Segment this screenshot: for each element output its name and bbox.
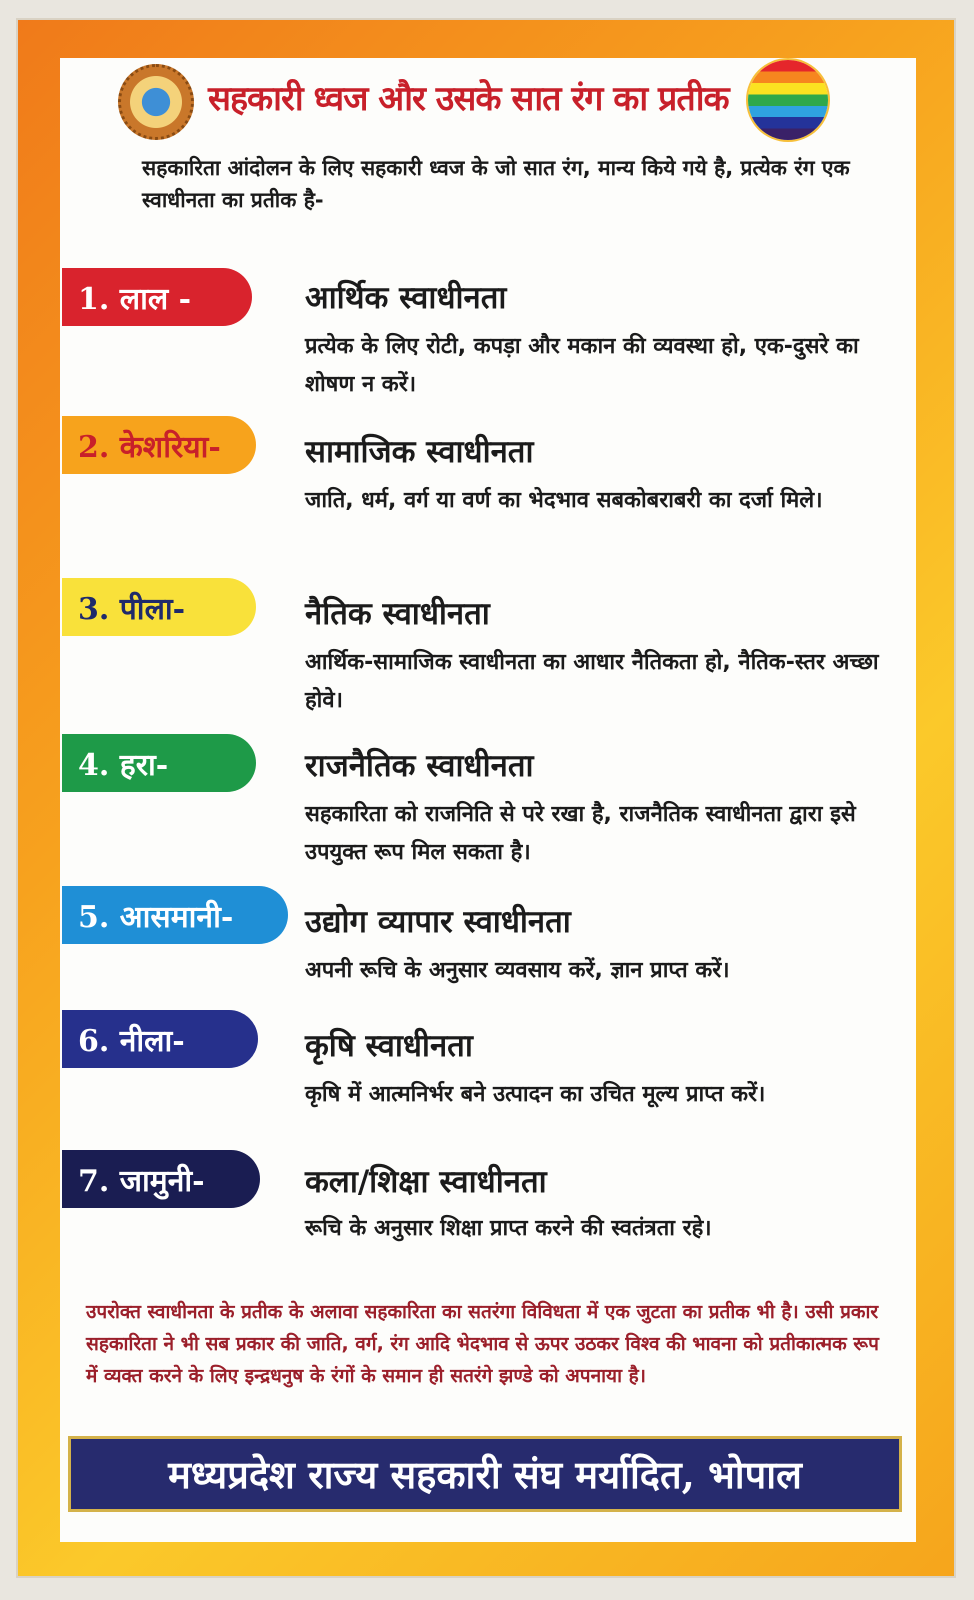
color-pill-3 xyxy=(62,578,256,636)
color-pill-label: 3. पीला- xyxy=(78,591,186,627)
color-pill-label: 6. नीला- xyxy=(78,1023,185,1059)
color-pill-label: 4. हरा- xyxy=(78,747,169,783)
color-pill-label: 1. लाल - xyxy=(78,281,192,317)
poster-title: सहकारी ध्वज और उसके सात रंग का प्रतीक xyxy=(208,79,729,119)
organization-name: मध्यप्रदेश राज्य सहकारी संघ मर्यादित, भोपाल xyxy=(168,1452,802,1497)
organization-banner xyxy=(68,1436,902,1512)
color-heading-4: राजनैतिक स्वाधीनता xyxy=(305,748,534,784)
poster-header xyxy=(118,60,828,150)
color-heading-6: कृषि स्वाधीनता xyxy=(305,1028,473,1064)
color-desc-4: सहकारिता को राजनिति से परे रखा है, राजनैतिक स्वाधीनता द्वारा इसे उपयुक्त रूप मिल सकता है। xyxy=(305,802,856,865)
cooperative-seal-icon xyxy=(118,64,194,140)
color-pill-2 xyxy=(62,416,256,474)
color-heading-3: नैतिक स्वाधीनता xyxy=(305,596,490,632)
color-pill-7 xyxy=(62,1150,260,1208)
intro-text: सहकारिता आंदोलन के लिए सहकारी ध्वज के जो सात रंग, मान्य किये गये है, प्रत्येक रंग एक स्वाधीनता का प्रतीक है- xyxy=(142,156,850,212)
color-desc-7: रूचि के अनुसार शिक्षा प्राप्त करने की स्वतंत्रता रहे। xyxy=(305,1216,712,1241)
color-pill-5 xyxy=(62,886,288,944)
color-desc-6: कृषि में आत्मनिर्भर बने उत्पादन का उचित मूल्य प्राप्त करें। xyxy=(305,1082,766,1107)
color-pill-4 xyxy=(62,734,256,792)
color-pill-1 xyxy=(62,268,252,326)
color-pill-label: 5. आसमानी- xyxy=(78,899,234,935)
color-desc-5: अपनी रूचि के अनुसार व्यवसाय करें, ज्ञान प्राप्त करें। xyxy=(305,958,730,983)
rainbow-flag-icon xyxy=(748,60,828,140)
color-heading-1: आर्थिक स्वाधीनता xyxy=(305,280,507,316)
color-heading-7: कला/शिक्षा स्वाधीनता xyxy=(305,1164,547,1200)
color-heading-5: उद्योग व्यापार स्वाधीनता xyxy=(305,904,571,940)
color-pill-label: 7. जामुनी- xyxy=(78,1163,205,1199)
color-pill-label: 2. केशरिया- xyxy=(78,429,221,465)
color-heading-2: सामाजिक स्वाधीनता xyxy=(305,434,534,470)
footer-paragraph: उपरोक्त स्वाधीनता के प्रतीक के अलावा सहकारिता का सतरंगा विविधता में एक जुटता का प्रतीक भी है। उसी प्रकार सहकारिता ने भी सब प्रकार की जाति, वर्ग, रंग आदि भेदभाव से ऊपर उठकर विश्व की भावना को प्रतीकात्मक रूप में व्यक्त करने के लिए इन्द्रधनुष के रंगों के समान ही सतरंगे झण्डे को अपनाया है। xyxy=(86,1301,879,1387)
color-desc-3: आर्थिक-सामाजिक स्वाधीनता का आधार नैतिकता हो, नैतिक-स्तर अच्छा होवे। xyxy=(305,650,879,713)
color-desc-2: जाति, धर्म, वर्ग या वर्ण का भेदभाव सबकोबराबरी का दर्जा मिले। xyxy=(305,488,823,513)
color-pill-6 xyxy=(62,1010,258,1068)
color-desc-1: प्रत्येक के लिए रोटी, कपड़ा और मकान की व्यवस्था हो, एक-दुसरे का शोषण न करें। xyxy=(305,334,859,397)
